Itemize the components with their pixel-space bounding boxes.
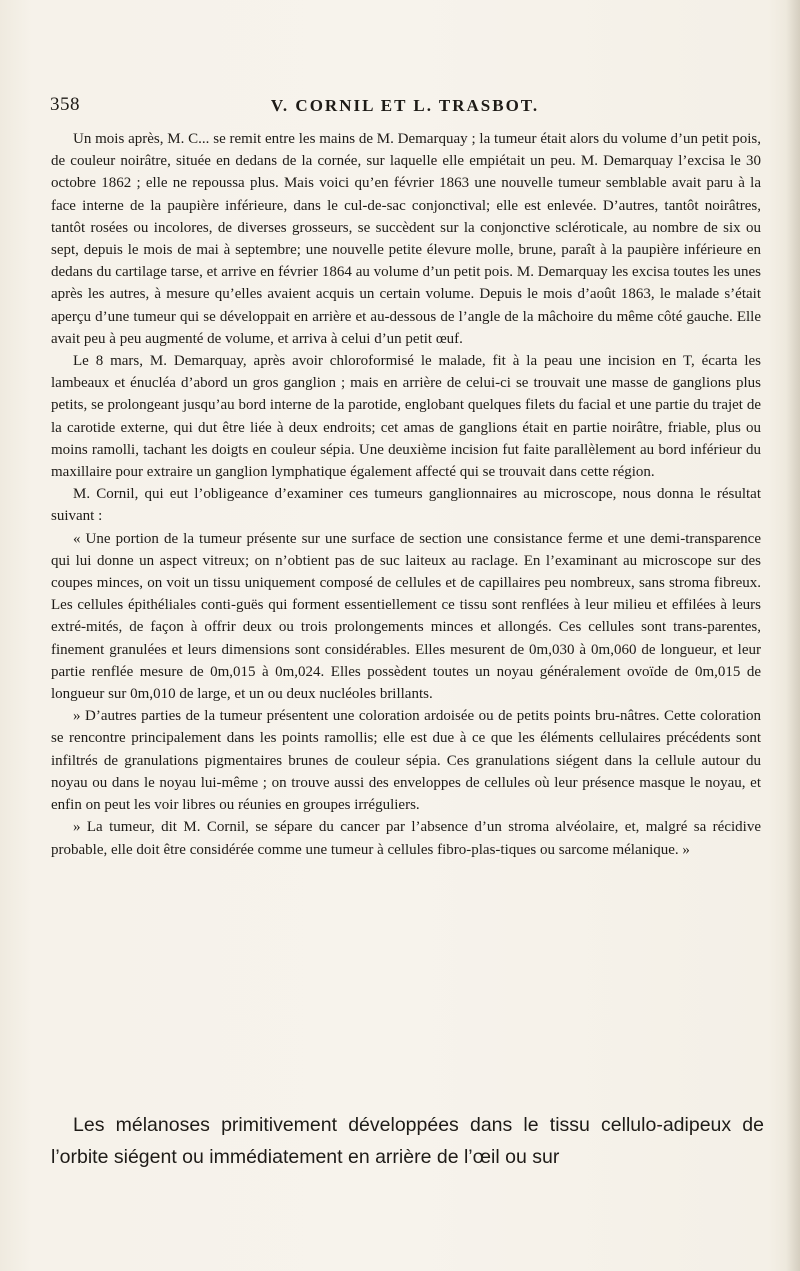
page-number: 358 <box>50 94 80 115</box>
paragraph: M. Cornil, qui eut l’obligeance d’examiner ces tumeurs ganglionnaires au microscope, nous donna le résultat suivant : <box>51 486 761 525</box>
paragraph: Un mois après, M. C... se remit entre les mains de M. Demarquay ; la tumeur était alors du volume d’un petit pois, de couleur noirâtre, située en dedans de la cornée, sur laquelle elle empiétait un peu. M. Demarquay l’excisa le 30 octobre 1862 ; elle ne repoussa plus. Mais voici qu’en février 1863 une nouvelle tumeur semblable avait paru à la face interne de la paupière inférieure, dans le cul-de-sac conjonctival; elle est enlevée. D’autres, tantôt noirâtres, tantôt rosées ou incolores, de diverses grosseurs, se succèdent sur la conjonctive scléroticale, au nombre de six ou sept, depuis le mois de mai à septembre; une nouvelle petite élevure molle, brune, paraît à la paupière inférieure en dedans du cartilage tarse, et arrive en février 1864 au volume d’un petit pois. M. Demarquay les excisa toutes les unes après les autres, à mesure qu’elles avaient acquis un certain volume. Depuis le mois d’août 1863, le malade s’était aperçu d’une tumeur qui se développait en arrière et au-dessous de l’angle de la mâchoire du même côté gauche. Elle avait peu à peu augmenté de volume, et arriva à celui d’un petit œuf. <box>51 131 761 347</box>
quoted-paragraph: « Une portion de la tumeur présente sur une surface de section une consistance ferme et une demi-transparence qui lui donne un aspect vitreux; on n’obtient pas de suc laiteux au raclage. En l’examinant au microscope sur des coupes minces, on voit un tissu uniquement composé de cellules et de capillaires peu nombreux, sans stroma fibreux. Les cellules épithéliales conti-guës qui forment essentiellement ce tissu sont renflées à leur milieu et effilées à leurs extré-mités, de façon à offrir deux ou trois prolongements minces et allongés. Ces cellules sont trans-parentes, finement granulées et leurs dimensions sont considérables. Elles mesurent de 0m,030 à 0m,060 de longueur, et leur partie renflée mesure de 0m,015 à 0m,024. Elles possèdent toutes un noyau généralement ovoïde de 0m,015 de longueur sur 0m,010 de large, et un ou deux nucléoles brillants. <box>51 530 761 703</box>
closing-text <box>51 1109 764 1173</box>
body-text <box>51 128 761 861</box>
paragraph: Le 8 mars, M. Demarquay, après avoir chloroformisé le malade, fit à la peau une incision en T, écarta les lambeaux et énucléa d’abord un gros ganglion ; mais en arrière de celui-ci se trouvait une masse de ganglions plus petits, se prolongeant jusqu’au bord interne de la parotide, englobant quelques filets du facial et une partie du trajet de la carotide externe, qui dut être liée à deux endroits; cet amas de ganglions était en partie noirâtre, friable, plus ou moins ramolli, tachant les doigts en couleur sépia. Une deuxième incision fut faite parallèlement au bord inférieur du maxillaire pour extraire un ganglion lymphatique également affecté qui se trouvait dans cette région. <box>51 353 761 481</box>
quoted-paragraph: » D’autres parties de la tumeur présentent une coloration ardoisée ou de petits points bru-nâtres. Cette coloration se rencontre principalement dans les points ramollis; elle est due à ce que les éléments cellulaires précédents sont infiltrés de granulations pigmentaires brunes de couleur sépia. Ces granulations siégent dans la cellule autour du noyau ou dans le noyau lui-même ; on trouve aussi des enveloppes de cellules où leur présence masque le noyau, et enfin on peut les voir libres ou réunies en groupes irréguliers. <box>51 708 761 814</box>
running-head: V. CORNIL ET L. TRASBOT. <box>270 96 540 115</box>
closing-paragraph: Les mélanoses primitivement développées dans le tissu cellulo-adipeux de l’orbite siégent ou immédiatement en arrière de l’œil ou sur <box>51 1114 764 1168</box>
page-edge-shadow <box>786 0 800 1271</box>
quoted-paragraph: » La tumeur, dit M. Cornil, se sépare du cancer par l’absence d’un stroma alvéolaire, et, malgré sa récidive probable, elle doit être considérée comme une tumeur à cellules fibro-plas-tiques ou sarcome mélanique. » <box>51 819 761 858</box>
page-header <box>50 94 760 124</box>
